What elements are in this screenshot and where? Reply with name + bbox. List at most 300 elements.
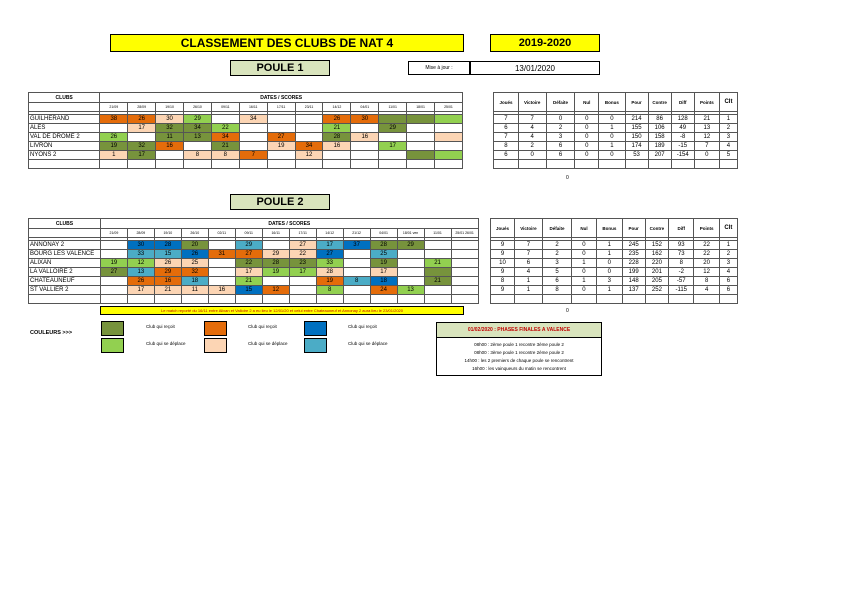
score-cell: 23 [289,259,316,268]
stat-cell: 3 [597,277,622,286]
date-header: 23/11 [295,103,323,112]
date-header: 25/01 [435,103,463,112]
stat-header: Joués [491,219,514,238]
stat-cell: 150 [625,133,648,142]
stat-cell: 214 [625,115,648,124]
score-cell: 20 [181,241,208,250]
score-cell [435,115,463,124]
stat-cell: 0 [599,151,625,160]
score-cell: 16 [208,286,235,295]
score-cell: 26 [154,259,181,268]
score-cell [184,142,212,151]
score-cell [323,151,351,160]
score-cell: 22 [289,250,316,259]
date-header: 09/11 [235,229,262,238]
score-cell: 34 [184,124,212,133]
stat-header: Pour [622,219,645,238]
stat-cell: 2 [719,250,737,259]
score-cell: 28 [370,241,397,250]
stat-cell: 7 [514,250,543,259]
stat-cell: 0 [599,115,625,124]
date-header: 19/10 [156,103,184,112]
stat-cell: 9 [491,286,514,295]
poule1-title: POULE 1 [230,60,330,76]
score-cell [267,124,295,133]
stat-cell: 5 [543,268,572,277]
stat-cell: 199 [622,268,645,277]
score-cell: 17 [235,268,262,277]
score-cell: 15 [235,286,262,295]
stat-cell: 1 [571,259,596,268]
stat-header: Diff [669,219,694,238]
score-cell [239,142,267,151]
stat-cell: 0 [575,115,599,124]
stat-header: Contre [648,93,671,112]
stat-cell: 7 [518,115,546,124]
score-cell: 16 [351,133,379,142]
score-cell: 17 [370,268,397,277]
score-cell: 13 [184,133,212,142]
score-cell [379,133,407,142]
stat-cell: 1 [719,115,737,124]
score-cell [267,151,295,160]
date-header: 11/01 [379,103,407,112]
header-clubs: CLUBS [29,93,100,103]
page-title: CLASSEMENT DES CLUBS DE NAT 4 [110,34,464,52]
score-cell [128,133,156,142]
stat-cell: 8 [669,259,694,268]
score-cell [295,115,323,124]
score-cell [295,133,323,142]
score-cell [211,115,239,124]
stat-cell: 0 [571,268,596,277]
score-cell [424,250,451,259]
date-header: 14/12 [316,229,343,238]
stat-cell: 22 [694,250,719,259]
date-header: 21/09 [100,229,127,238]
finals-box [436,322,602,376]
legend-title: COULEURS >>> [30,330,73,336]
score-cell: 26 [323,115,351,124]
finals-line: 16h00 : les vainqueurs du matin se rencontrent [472,366,566,371]
stat-cell: 128 [671,115,694,124]
score-cell: 26 [128,115,156,124]
stat-cell: 189 [648,142,671,151]
date-header: 17/11 [267,103,295,112]
stat-cell: 4 [719,268,737,277]
stat-cell: 20 [694,259,719,268]
stat-header: Victoire [514,219,543,238]
date-header: 02/11 [208,229,235,238]
score-cell [262,277,289,286]
score-cell [397,277,424,286]
stat-cell: 12 [694,133,719,142]
stat-cell: 6 [494,124,518,133]
stat-cell: -57 [669,277,694,286]
stat-cell: 0 [546,115,574,124]
score-cell: 25 [181,259,208,268]
score-cell: 25 [370,250,397,259]
score-cell: 18 [370,277,397,286]
score-cell: 8 [343,277,370,286]
table-row [29,259,738,268]
stat-cell: -15 [671,142,694,151]
table-row [29,124,738,133]
stat-header: Bonus [597,219,622,238]
stat-cell: 4 [518,124,546,133]
score-cell: 22 [211,124,239,133]
table-row [29,250,738,259]
score-cell: 8 [211,151,239,160]
stat-cell: 0 [571,286,596,295]
stat-header: Victoire [518,93,546,112]
header-dates: DATES / SCORES [100,93,463,103]
score-cell [343,286,370,295]
stat-cell: 73 [669,250,694,259]
score-cell: 26 [100,133,128,142]
stat-cell: 158 [648,133,671,142]
stat-cell: 155 [625,124,648,133]
stat-cell: 3 [546,133,574,142]
stat-cell: 5 [719,151,737,160]
score-cell [262,241,289,250]
score-cell [208,259,235,268]
score-cell [208,241,235,250]
stat-cell: 7 [514,241,543,250]
stat-cell: -154 [671,151,694,160]
score-cell [351,124,379,133]
score-cell [379,151,407,160]
score-cell [424,268,451,277]
date-header: 09/11 [211,103,239,112]
stat-cell: 0 [694,151,719,160]
score-cell: 12 [262,286,289,295]
date-header: 19/10 [154,229,181,238]
poule2-table [28,218,738,304]
score-cell [343,259,370,268]
score-cell: 12 [127,259,154,268]
score-cell: 8 [184,151,212,160]
stat-header: Bonus [599,93,625,112]
stat-cell: 0 [599,133,625,142]
stat-cell: 148 [622,277,645,286]
score-cell: 19 [100,259,127,268]
score-cell: 32 [128,142,156,151]
stat-header: Clt [719,93,737,112]
score-cell [100,241,127,250]
score-cell: 18 [181,277,208,286]
stat-cell: 0 [597,259,622,268]
score-cell: 21 [235,277,262,286]
score-cell [239,133,267,142]
stat-cell: 174 [625,142,648,151]
score-cell: 17 [127,286,154,295]
score-cell [435,151,463,160]
stat-cell: 245 [622,241,645,250]
stat-cell: 1 [597,286,622,295]
poule2-footer-value: 0 [566,308,569,314]
stat-header: Défaite [546,93,574,112]
season-badge: 2019-2020 [490,34,600,52]
score-cell [208,268,235,277]
score-cell: 21 [424,277,451,286]
score-cell: 33 [127,250,154,259]
date-header: 11/01 [424,229,451,238]
table-row [29,142,738,151]
score-cell [295,124,323,133]
poule2-footer-note: Le match reporté du 16/11 entre Alixan et Valloire 2 a eu lieu le 12/01/20 et celui entre Chateauneuf et Annonay 2 aura lieu le 23/01/2020 [100,306,464,315]
stat-cell: 1 [597,241,622,250]
date-header: 28/09 [128,103,156,112]
score-cell: 26 [127,277,154,286]
stat-cell: 22 [694,241,719,250]
date-header: 26/10 [184,103,212,112]
stat-cell: 106 [648,124,671,133]
score-cell: 38 [100,115,128,124]
score-cell [407,142,435,151]
club-name: ANNONAY 2 [29,241,101,250]
stat-cell: 21 [694,115,719,124]
finals-line: 08h00 : 3ème poule 1 recontre 2ème poule 2 [474,350,564,355]
score-cell: 21 [211,142,239,151]
score-cell [397,259,424,268]
table-row [29,286,738,295]
score-cell [451,268,478,277]
score-cell [100,250,127,259]
stat-header: Nul [571,219,596,238]
score-cell: 26 [181,250,208,259]
table-row [29,277,738,286]
stat-cell: 4 [518,133,546,142]
stat-cell: 152 [645,241,668,250]
score-cell: 17 [128,151,156,160]
score-cell [424,286,451,295]
club-name: BOURG LES VALENCE [29,250,101,259]
stat-cell: 4 [694,286,719,295]
score-cell: 12 [295,151,323,160]
club-name: ALES [29,124,100,133]
score-cell [289,286,316,295]
score-cell [407,133,435,142]
legend-label: Club qui reçoit [146,324,175,329]
stat-header: Défaite [543,219,572,238]
stat-cell: 3 [543,259,572,268]
stat-cell: 0 [518,151,546,160]
legend-label: Club qui se déplace [146,341,186,346]
stat-cell: 8 [494,142,518,151]
legend-label: Club qui reçoit [348,324,377,329]
club-name: LA VALLOIRE 2 [29,268,101,277]
score-cell: 34 [239,115,267,124]
stat-cell: 12 [694,268,719,277]
stat-cell: 201 [645,268,668,277]
stat-header: Diff [671,93,694,112]
score-cell [435,124,463,133]
score-cell: 11 [156,133,184,142]
stat-cell: 86 [648,115,671,124]
club-name: GUILHERAND [29,115,100,124]
stat-cell: 4 [514,268,543,277]
score-cell [351,142,379,151]
score-cell [407,124,435,133]
score-cell [435,133,463,142]
score-cell: 22 [235,259,262,268]
stat-cell: 0 [575,142,599,151]
score-cell: 28 [262,259,289,268]
update-label: Mise à jour : [408,61,470,75]
score-cell [397,250,424,259]
score-cell: 19 [370,259,397,268]
stat-cell: 0 [575,151,599,160]
score-cell: 27 [235,250,262,259]
score-cell: 30 [127,241,154,250]
stat-cell: 6 [543,277,572,286]
stat-header: Clt [719,219,737,238]
score-cell: 19 [316,277,343,286]
stat-cell: 1 [599,142,625,151]
score-cell: 32 [156,124,184,133]
score-cell [100,124,128,133]
date-header: 21/09 [100,103,128,112]
score-cell: 13 [397,286,424,295]
score-cell: 15 [154,250,181,259]
table-row [29,151,738,160]
club-name: ST VALLIER 2 [29,286,101,295]
score-cell: 30 [351,115,379,124]
score-cell: 7 [239,151,267,160]
score-cell: 29 [235,241,262,250]
stat-cell: 220 [645,259,668,268]
stat-cell: 0 [571,250,596,259]
stat-cell: 228 [622,259,645,268]
score-cell: 19 [100,142,128,151]
score-cell: 11 [181,286,208,295]
score-cell: 21 [154,286,181,295]
score-cell [451,286,478,295]
stat-cell: 9 [491,268,514,277]
legend-swatch [204,321,227,336]
stat-cell: 13 [694,124,719,133]
stat-cell: -8 [671,133,694,142]
date-header: 04/01 [351,103,379,112]
stat-cell: 6 [546,142,574,151]
stat-cell: 6 [546,151,574,160]
stat-cell: 6 [494,151,518,160]
score-cell [451,259,478,268]
stat-cell: 6 [719,277,737,286]
legend-swatch [304,338,327,353]
club-name: NYONS 2 [29,151,100,160]
date-header: 16/11 [239,103,267,112]
score-cell: 13 [127,268,154,277]
score-cell: 27 [267,133,295,142]
score-cell: 1 [100,151,128,160]
stat-header: Joués [494,93,518,112]
date-header: 18/01 ven [397,229,424,238]
score-cell [407,151,435,160]
stat-cell: 207 [648,151,671,160]
stat-cell: 9 [491,250,514,259]
stat-cell: 93 [669,241,694,250]
stat-header: Pour [625,93,648,112]
stat-cell: 9 [491,241,514,250]
date-header: 17/11 [289,229,316,238]
score-cell [424,241,451,250]
score-cell: 29 [262,250,289,259]
legend-label: Club qui se déplace [348,341,388,346]
finals-title: 01/02/2020 : PHASES FINALES A VALENCE [437,323,601,338]
club-name: LIVRON [29,142,100,151]
score-cell [267,115,295,124]
table-row [29,268,738,277]
finals-line: 08h00 : 2ème poule 1 recontre 3ème poule 2 [474,342,564,347]
stat-cell: 205 [645,277,668,286]
stat-cell: 53 [625,151,648,160]
score-cell: 17 [128,124,156,133]
stat-cell: 2 [543,241,572,250]
score-cell: 34 [211,133,239,142]
stat-cell: 1 [719,241,737,250]
club-name: VAL DE DROME 2 [29,133,100,142]
stat-cell: -115 [669,286,694,295]
stat-cell: 3 [719,133,737,142]
score-cell: 29 [379,124,407,133]
score-cell: 16 [156,142,184,151]
poule2-title: POULE 2 [230,194,330,210]
score-cell [239,124,267,133]
stat-header: Nul [575,93,599,112]
score-cell [379,115,407,124]
score-cell: 17 [289,268,316,277]
score-cell: 28 [323,133,351,142]
stat-cell: 2 [518,142,546,151]
stat-cell: 2 [543,250,572,259]
score-cell: 16 [154,277,181,286]
stat-cell: 1 [571,277,596,286]
header-dates: DATES / SCORES [100,219,478,229]
stat-cell: 1 [514,277,543,286]
date-header: 25/01 26/01 [451,229,478,238]
score-cell [451,277,478,286]
score-cell: 31 [208,250,235,259]
score-cell [451,250,478,259]
score-cell [156,151,184,160]
date-header: 04/01 [370,229,397,238]
stat-cell: 162 [645,250,668,259]
stat-cell: 252 [645,286,668,295]
stat-cell: 4 [719,142,737,151]
stat-cell: 10 [491,259,514,268]
score-cell [100,277,127,286]
stat-cell: 7 [694,142,719,151]
date-header: 16/11 [262,229,289,238]
stat-cell: 1 [599,124,625,133]
stat-cell: 0 [597,268,622,277]
date-header: 14/12 [323,103,351,112]
poule1-footer-value: 0 [566,175,569,181]
stat-cell: 1 [514,286,543,295]
stat-cell: 2 [546,124,574,133]
score-cell: 28 [154,241,181,250]
date-header: 18/01 [407,103,435,112]
table-row [29,133,738,142]
stat-header: Contre [645,219,668,238]
score-cell [397,268,424,277]
date-header: 21/12 [343,229,370,238]
table-row [29,115,738,124]
score-cell [289,277,316,286]
header-clubs: CLUBS [29,219,101,229]
